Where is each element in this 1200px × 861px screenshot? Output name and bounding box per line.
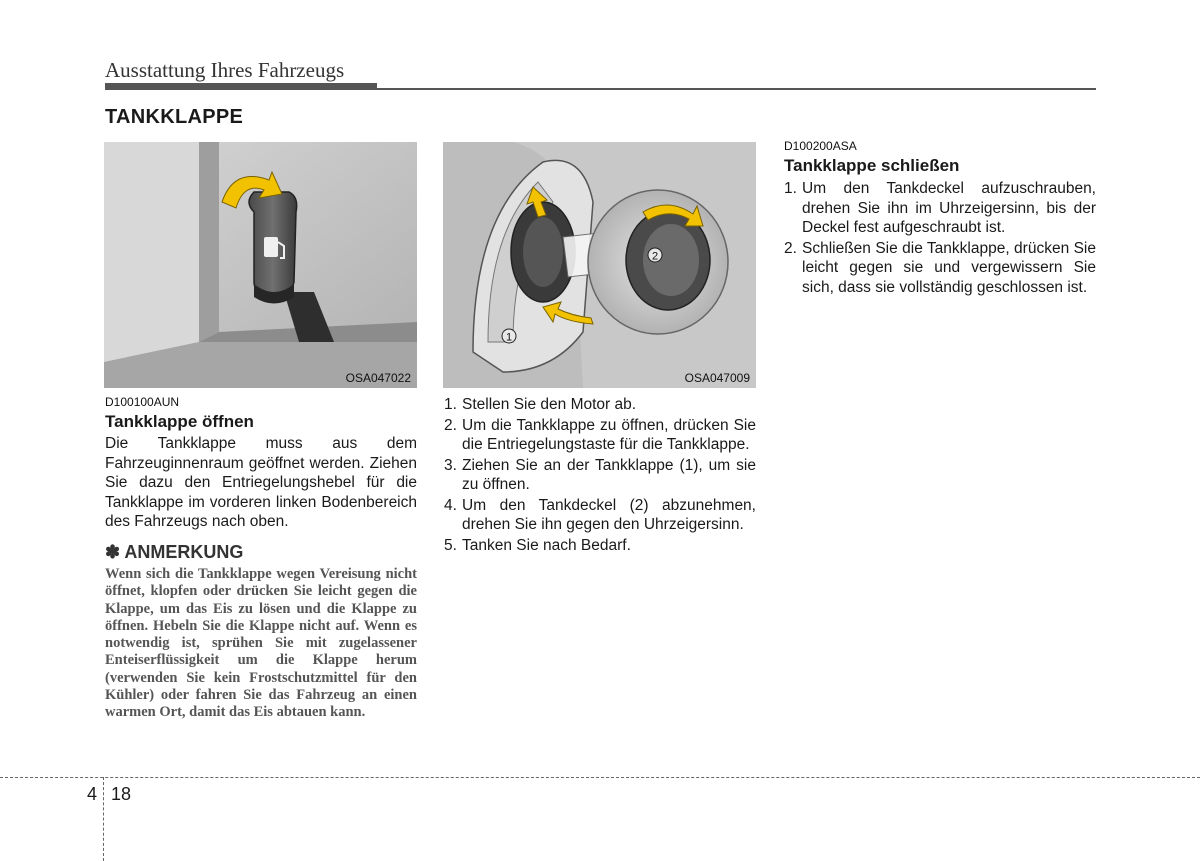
footer-divider xyxy=(103,777,104,861)
header-rule xyxy=(105,88,1096,90)
close-steps-list xyxy=(784,179,1096,298)
close-heading: Tankklappe schließen xyxy=(784,156,960,175)
callout-2: 2 xyxy=(651,250,659,263)
list-item: 1. Um den Tankdeckel aufzuschrauben, drehen Sie ihn im Uhrzeigersinn, bis der Deckel fest aufgeschraubt ist. xyxy=(784,180,1096,236)
fuel-door-open-figure xyxy=(443,142,756,388)
open-heading: Tankklappe öffnen xyxy=(105,412,254,431)
fuel-door-open-illustration xyxy=(443,142,756,388)
fuel-door-release-lever-illustration xyxy=(104,142,417,388)
callout-1: 1 xyxy=(505,331,513,344)
list-item: 1. Stellen Sie den Motor ab. xyxy=(444,396,637,413)
footer-rule xyxy=(0,777,1200,778)
list-item: 2. Um die Tankklappe zu öffnen, drücken Sie die Entriegelungstaste für die Tankklappe. xyxy=(444,416,756,453)
figure-label-left: OSA047022 xyxy=(345,371,411,385)
section-title: TANKKLAPPE xyxy=(105,106,244,128)
figure-label-middle: OSA047009 xyxy=(684,371,750,385)
list-item: 4. Um den Tankdeckel (2) abzunehmen, drehen Sie ihn gegen den Uhrzeigersinn. xyxy=(444,496,756,533)
fuel-door-release-lever-figure xyxy=(104,142,417,388)
running-header: Ausstattung Ihres Fahrzeugs xyxy=(105,58,345,82)
close-section-code: D100200ASA xyxy=(784,139,857,153)
list-item: 3. Ziehen Sie an der Tankklappe (1), um sie zu öffnen. xyxy=(444,456,756,493)
list-item: 5. Tanken Sie nach Bedarf. xyxy=(444,536,631,554)
note-body: Wenn sich die Tankklappe wegen Vereisung nicht öffnet, klopfen oder drücken Sie leicht gegen die Klappe, um das Eis zu lösen und die Klappe zu öffnen. Hebeln Sie die Klappe nicht auf. Wenn es notwendig ist, sprühen Sie mit zugelassener Enteiserflüssigkeit um die Klappe herum (verwenden Sie kein Frostschutzmittel für den Kühler) oder fahren Sie das Fahrzeug an einen warmen Ort, damit das Eis abtauen kann. xyxy=(105,566,417,721)
open-section-code: D100100AUN xyxy=(105,395,180,409)
list-item: 2. Schließen Sie die Tankklappe, drücken Sie leicht gegen sie und vergewissern Sie sich, dass sie vollständig geschlossen ist. xyxy=(784,239,1096,296)
note-heading: ✽ ANMERKUNG xyxy=(105,542,244,562)
open-steps-list xyxy=(444,395,756,556)
page-number: 18 xyxy=(111,784,132,804)
fuel-pump-icon xyxy=(264,237,278,257)
open-paragraph: Die Tankklappe muss aus dem Fahrzeuginnenraum geöffnet werden. Ziehen Sie dazu den Entriegelungshebel für die Tankklappe im vorderen linken Bodenbereich des Fahrzeugs nach oben. xyxy=(105,435,417,530)
chapter-number: 4 xyxy=(87,784,98,804)
